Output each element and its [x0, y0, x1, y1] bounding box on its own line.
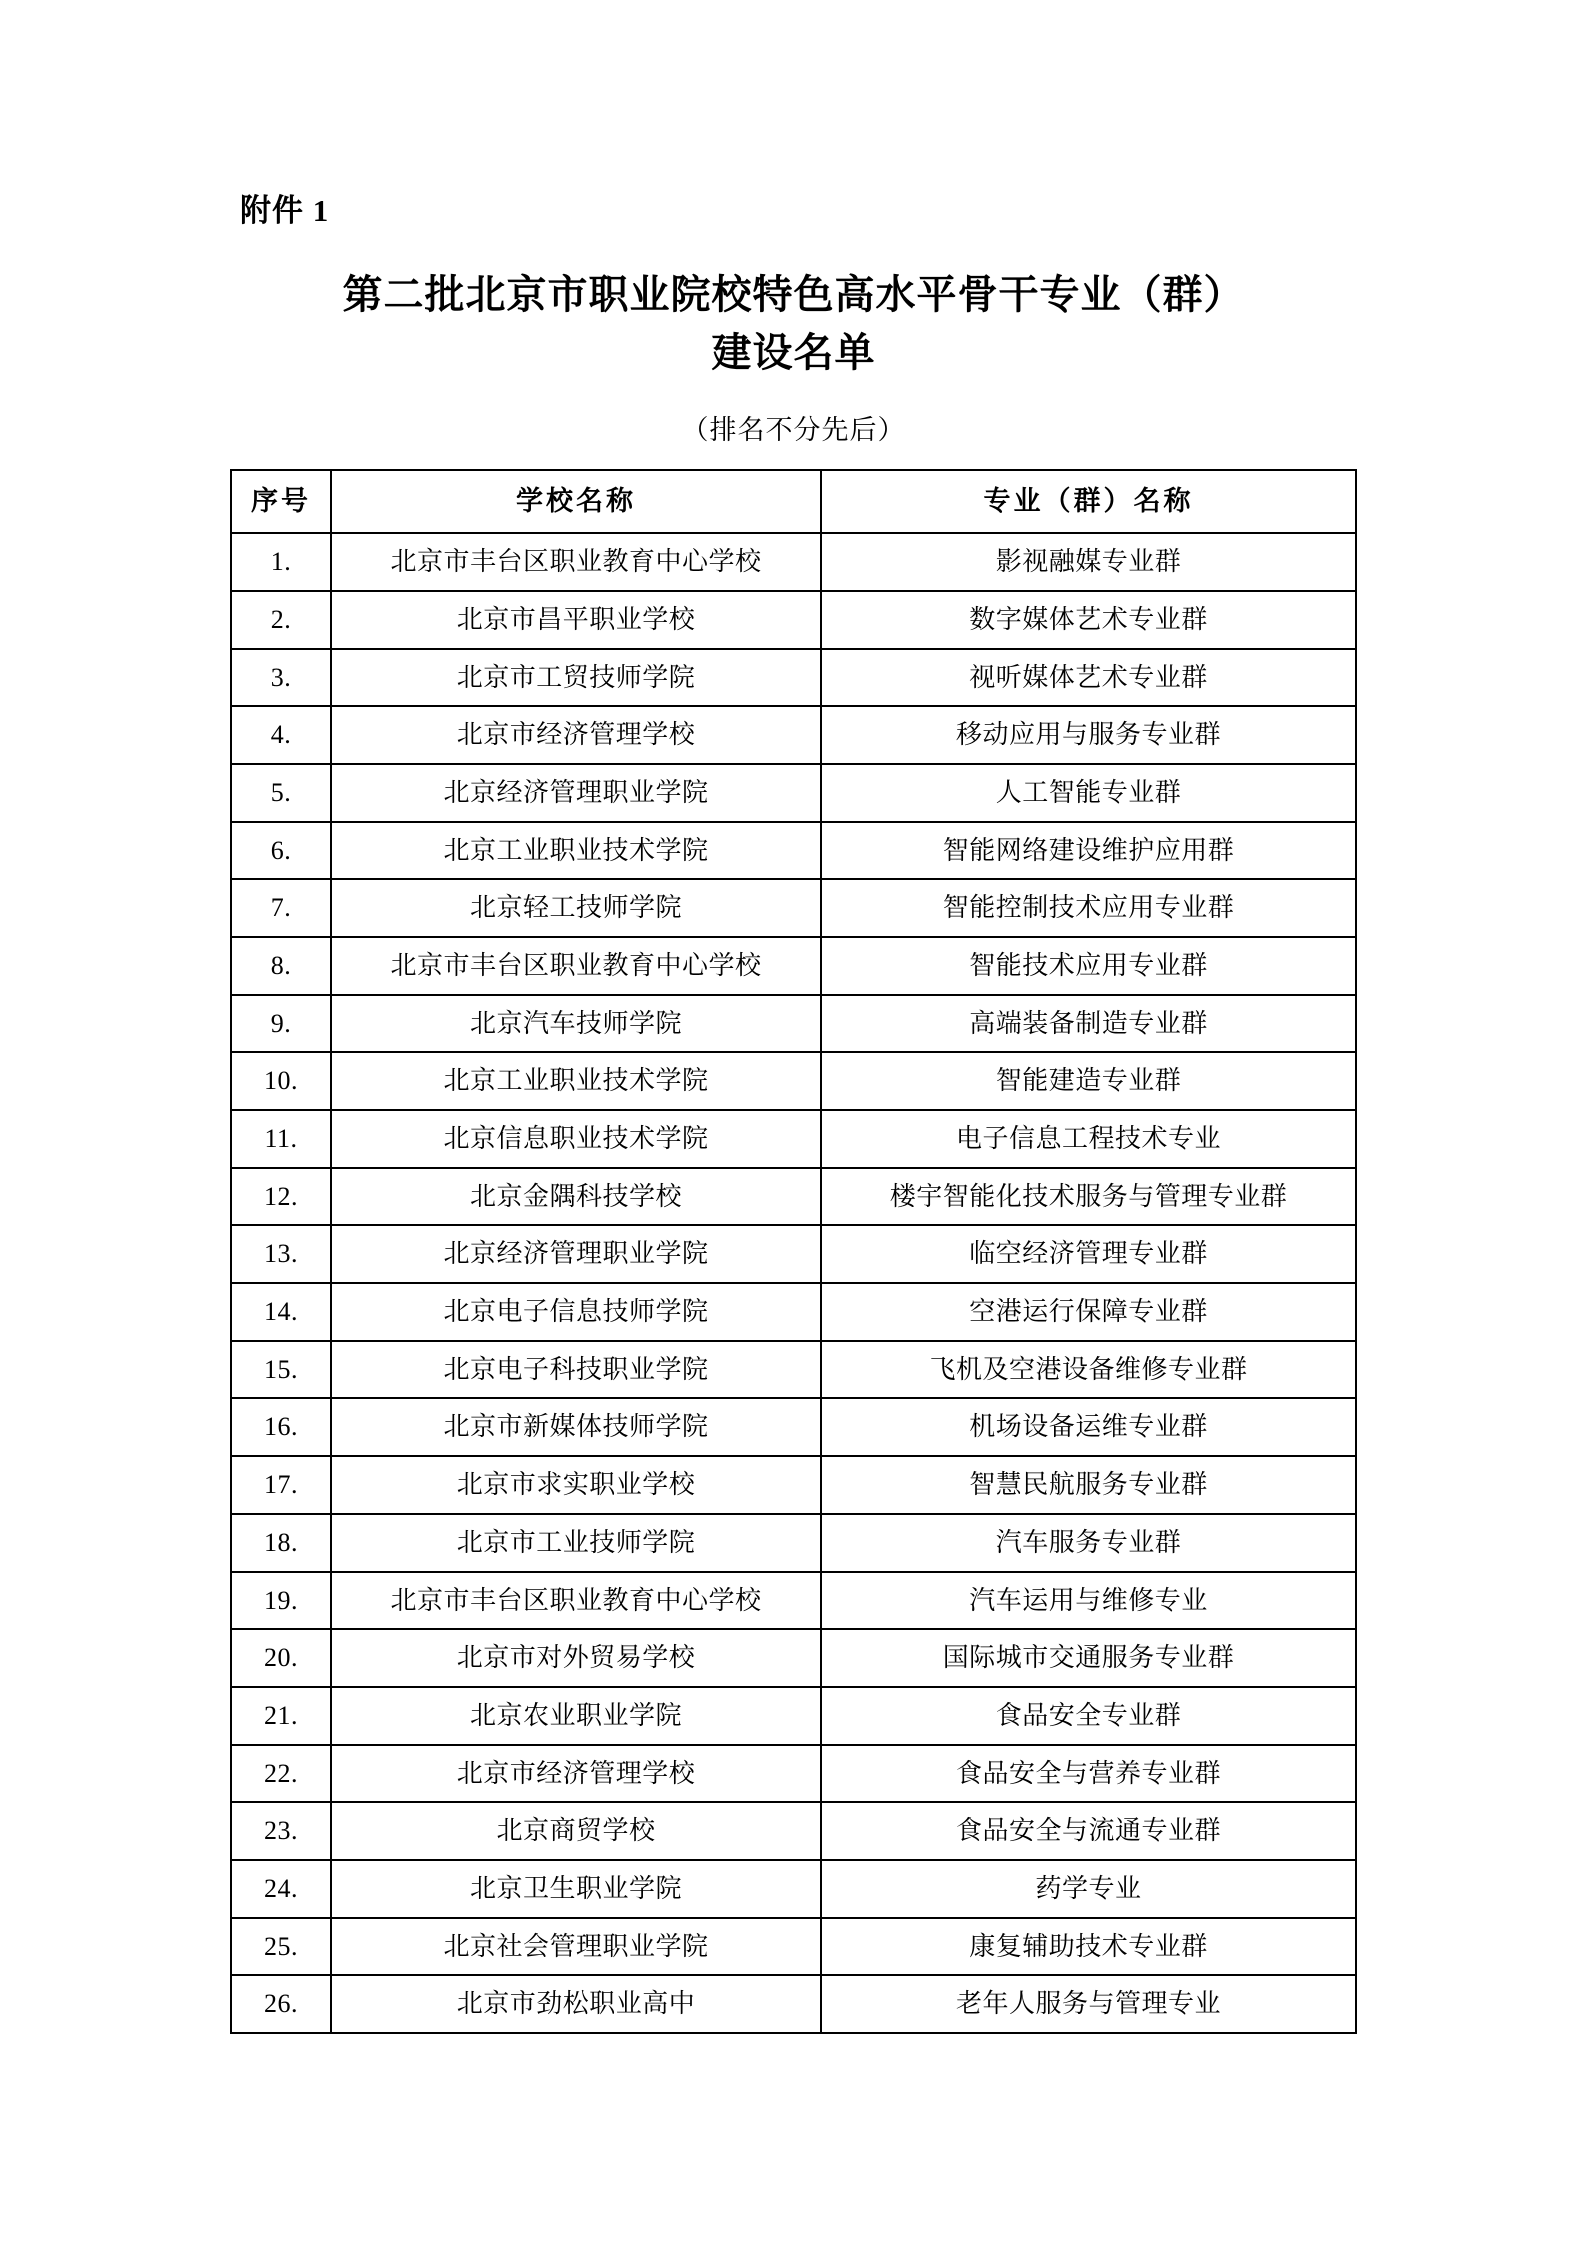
cell-index: 18.	[231, 1514, 331, 1572]
cell-school: 北京市求实职业学校	[331, 1456, 821, 1514]
column-header-major: 专业（群）名称	[821, 470, 1356, 533]
table-row	[231, 1629, 1356, 1687]
cell-major: 药学专业	[821, 1860, 1356, 1918]
table-row	[231, 822, 1356, 880]
cell-major: 人工智能专业群	[821, 764, 1356, 822]
cell-school: 北京工业职业技术学院	[331, 822, 821, 880]
cell-major: 数字媒体艺术专业群	[821, 591, 1356, 649]
cell-index: 20.	[231, 1629, 331, 1687]
cell-index: 11.	[231, 1110, 331, 1168]
cell-school: 北京市丰台区职业教育中心学校	[331, 937, 821, 995]
cell-major: 国际城市交通服务专业群	[821, 1629, 1356, 1687]
table-row	[231, 1918, 1356, 1976]
cell-index: 6.	[231, 822, 331, 880]
cell-major: 食品安全专业群	[821, 1687, 1356, 1745]
cell-index: 4.	[231, 706, 331, 764]
table-row	[231, 706, 1356, 764]
cell-major: 电子信息工程技术专业	[821, 1110, 1356, 1168]
table-header-row	[231, 470, 1356, 533]
cell-major: 老年人服务与管理专业	[821, 1975, 1356, 2033]
page-title-line2: 建设名单	[711, 330, 876, 375]
program-list-table	[230, 469, 1357, 2034]
table-row	[231, 1398, 1356, 1456]
table-row	[231, 879, 1356, 937]
table-row	[231, 1052, 1356, 1110]
cell-major: 移动应用与服务专业群	[821, 706, 1356, 764]
cell-school: 北京市工贸技师学院	[331, 649, 821, 707]
cell-school: 北京市工业技师学院	[331, 1514, 821, 1572]
table-row	[231, 1802, 1356, 1860]
cell-school: 北京卫生职业学院	[331, 1860, 821, 1918]
cell-school: 北京工业职业技术学院	[331, 1052, 821, 1110]
cell-major: 影视融媒专业群	[821, 533, 1356, 591]
cell-major: 机场设备运维专业群	[821, 1398, 1356, 1456]
cell-index: 19.	[231, 1572, 331, 1630]
cell-major: 智能网络建设维护应用群	[821, 822, 1356, 880]
cell-school: 北京电子信息技师学院	[331, 1283, 821, 1341]
table-row	[231, 1341, 1356, 1399]
table-row	[231, 591, 1356, 649]
cell-major: 康复辅助技术专业群	[821, 1918, 1356, 1976]
table-row	[231, 1745, 1356, 1803]
cell-index: 13.	[231, 1225, 331, 1283]
table-row	[231, 1225, 1356, 1283]
cell-major: 食品安全与营养专业群	[821, 1745, 1356, 1803]
cell-index: 14.	[231, 1283, 331, 1341]
cell-index: 21.	[231, 1687, 331, 1745]
table-row	[231, 1168, 1356, 1226]
cell-school: 北京市丰台区职业教育中心学校	[331, 533, 821, 591]
cell-school: 北京社会管理职业学院	[331, 1918, 821, 1976]
table-row	[231, 1110, 1356, 1168]
cell-school: 北京市经济管理学校	[331, 706, 821, 764]
table-row	[231, 1283, 1356, 1341]
cell-index: 5.	[231, 764, 331, 822]
table-row	[231, 995, 1356, 1053]
cell-index: 22.	[231, 1745, 331, 1803]
table-row	[231, 937, 1356, 995]
cell-index: 16.	[231, 1398, 331, 1456]
page-subtitle: （排名不分先后）	[681, 415, 906, 445]
cell-school: 北京农业职业学院	[331, 1687, 821, 1745]
cell-school: 北京经济管理职业学院	[331, 764, 821, 822]
cell-major: 楼宇智能化技术服务与管理专业群	[821, 1168, 1356, 1226]
cell-index: 8.	[231, 937, 331, 995]
cell-major: 智能技术应用专业群	[821, 937, 1356, 995]
column-header-index: 序号	[231, 470, 331, 533]
cell-index: 17.	[231, 1456, 331, 1514]
cell-index: 7.	[231, 879, 331, 937]
cell-index: 1.	[231, 533, 331, 591]
cell-index: 2.	[231, 591, 331, 649]
table-row	[231, 1687, 1356, 1745]
cell-major: 高端装备制造专业群	[821, 995, 1356, 1053]
table-row	[231, 1514, 1356, 1572]
cell-major: 视听媒体艺术专业群	[821, 649, 1356, 707]
cell-major: 汽车运用与维修专业	[821, 1572, 1356, 1630]
cell-index: 10.	[231, 1052, 331, 1110]
table-row	[231, 649, 1356, 707]
cell-index: 9.	[231, 995, 331, 1053]
table-row	[231, 1860, 1356, 1918]
table-row	[231, 1975, 1356, 2033]
cell-school: 北京汽车技师学院	[331, 995, 821, 1053]
cell-school: 北京信息职业技术学院	[331, 1110, 821, 1168]
table-row	[231, 1456, 1356, 1514]
table-row	[231, 1572, 1356, 1630]
cell-major: 飞机及空港设备维修专业群	[821, 1341, 1356, 1399]
cell-index: 3.	[231, 649, 331, 707]
page-title	[230, 266, 1357, 382]
cell-index: 15.	[231, 1341, 331, 1399]
cell-major: 智能控制技术应用专业群	[821, 879, 1356, 937]
cell-major: 食品安全与流通专业群	[821, 1802, 1356, 1860]
cell-school: 北京电子科技职业学院	[331, 1341, 821, 1399]
cell-school: 北京经济管理职业学院	[331, 1225, 821, 1283]
cell-school: 北京市劲松职业高中	[331, 1975, 821, 2033]
table-row	[231, 533, 1356, 591]
cell-school: 北京市昌平职业学校	[331, 591, 821, 649]
cell-index: 23.	[231, 1802, 331, 1860]
cell-major: 汽车服务专业群	[821, 1514, 1356, 1572]
cell-school: 北京商贸学校	[331, 1802, 821, 1860]
cell-school: 北京金隅科技学校	[331, 1168, 821, 1226]
cell-school: 北京市新媒体技师学院	[331, 1398, 821, 1456]
cell-major: 智能建造专业群	[821, 1052, 1356, 1110]
column-header-school: 学校名称	[331, 470, 821, 533]
cell-school: 北京轻工技师学院	[331, 879, 821, 937]
cell-index: 24.	[231, 1860, 331, 1918]
table-row	[231, 764, 1356, 822]
attachment-label: 附件 1	[240, 193, 330, 228]
cell-major: 临空经济管理专业群	[821, 1225, 1356, 1283]
cell-major: 空港运行保障专业群	[821, 1283, 1356, 1341]
table-body	[231, 533, 1356, 2033]
cell-index: 26.	[231, 1975, 331, 2033]
cell-school: 北京市丰台区职业教育中心学校	[331, 1572, 821, 1630]
cell-school: 北京市经济管理学校	[331, 1745, 821, 1803]
cell-index: 12.	[231, 1168, 331, 1226]
page-title-line1: 第二批北京市职业院校特色高水平骨干专业（群）	[342, 272, 1245, 317]
cell-index: 25.	[231, 1918, 331, 1976]
cell-major: 智慧民航服务专业群	[821, 1456, 1356, 1514]
cell-school: 北京市对外贸易学校	[331, 1629, 821, 1687]
